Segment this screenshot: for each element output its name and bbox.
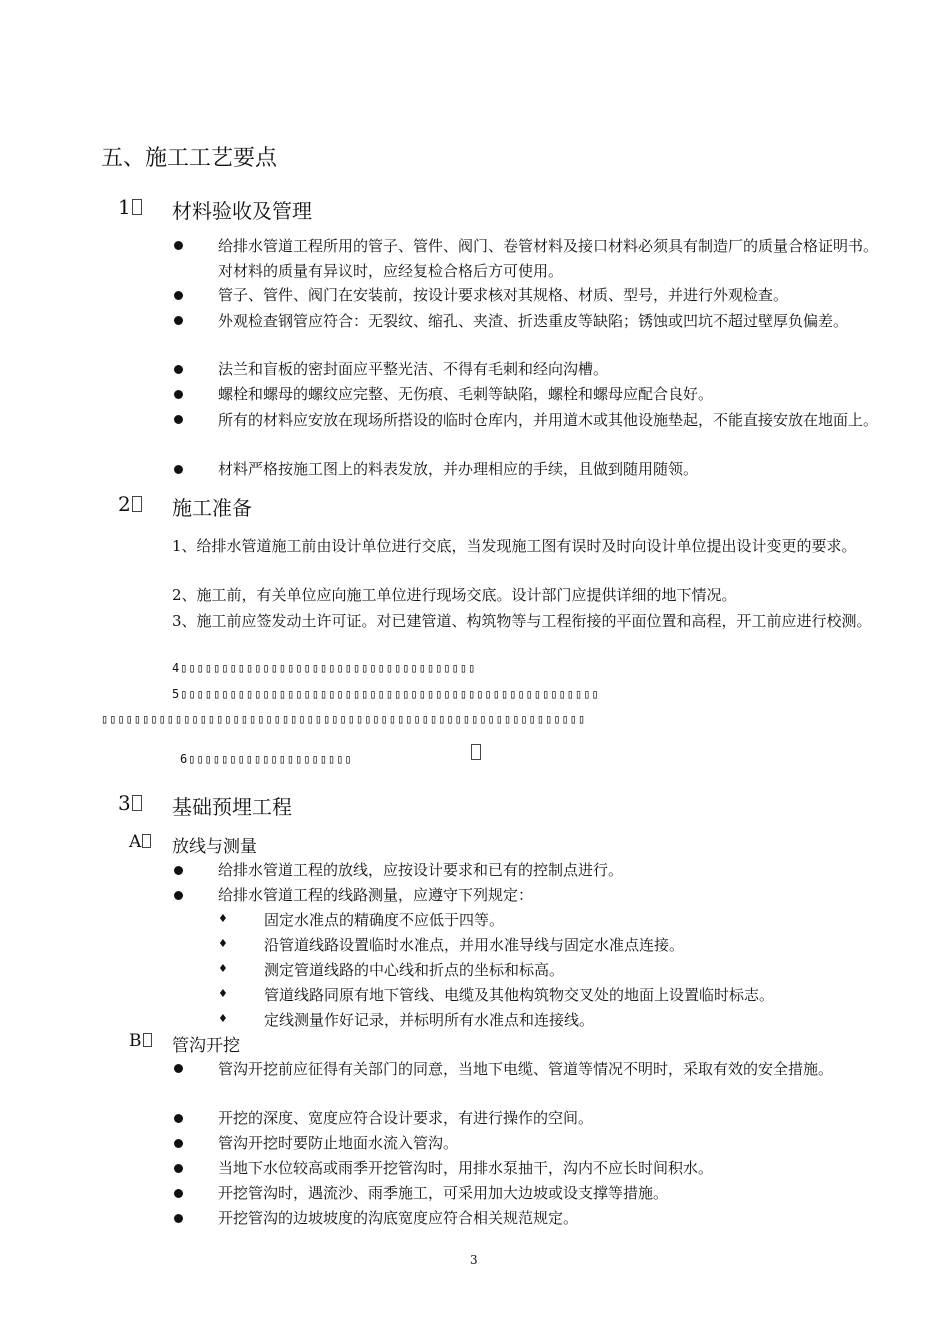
s3b-label: B [129, 1031, 152, 1051]
list-item: 开挖的深度、宽度应符合设计要求，有进行操作的空间。 [218, 1109, 594, 1127]
s3a-label: A [129, 832, 151, 852]
list-item: 给排水管道工程的放线，应按设计要求和已有的控制点进行。 [218, 861, 624, 879]
bullet-icon [174, 291, 183, 300]
bullet-icon [174, 1164, 183, 1173]
s2-paragraph-6-garbled: 6▯▯▯▯▯▯▯▯▯▯▯▯▯▯▯▯▯▯▯▯ [180, 752, 353, 766]
list-item: 开挖管沟的边坡坡度的沟底宽度应符合相关规范规定。 [218, 1209, 579, 1227]
sub-list-item: 管道线路同原有地下管线、电缆及其他构筑物交叉处的地面上设置临时标志。 [264, 986, 775, 1004]
bullet-icon [174, 390, 183, 399]
bullet-icon [174, 316, 183, 325]
s1-number: 1 [118, 195, 142, 219]
section-title: 五、施工工艺要点 [101, 146, 278, 171]
sub-list-item: 固定水准点的精确度不应低于四等。 [264, 911, 505, 929]
bullet-icon [174, 866, 183, 875]
bullet-icon [174, 1114, 183, 1123]
s3-title: 基础预埋工程 [172, 795, 292, 819]
s3b-title: 管沟开挖 [172, 1036, 240, 1056]
missing-glyph-box [471, 744, 481, 760]
bullet-icon [174, 891, 183, 900]
diamond-bullet-icon: ♦ [218, 1012, 228, 1025]
list-item: 给排水管道工程所用的管子、管件、阀门、卷管材料及接口材料必须具有制造厂的质量合格证明书。对材料的质量有异议时，应经复检合格后方可使用。 [218, 237, 879, 280]
bullet-icon [174, 1214, 183, 1223]
list-item: 螺栓和螺母的螺纹应完整、无伤痕、毛刺等缺陷，螺栓和螺母应配合良好。 [218, 385, 714, 403]
s2-paragraph-4-garbled: 4▯▯▯▯▯▯▯▯▯▯▯▯▯▯▯▯▯▯▯▯▯▯▯▯▯▯▯▯▯▯▯▯▯▯▯▯ [172, 661, 477, 675]
list-item: 管子、管件、阀门在安装前，按设计要求核对其规格、材质、型号，并进行外观检查。 [218, 286, 789, 304]
list-item: 法兰和盲板的密封面应平整光洁、不得有毛刺和经向沟槽。 [218, 360, 609, 378]
s1-title: 材料验收及管理 [172, 199, 312, 223]
s3-number: 3 [118, 791, 142, 815]
s2-paragraph-1: 1、给排水管道施工前由设计单位进行交底，当发现施工图有误时及时向设计单位提出设计变更的要求。 [172, 537, 857, 555]
diamond-bullet-icon: ♦ [218, 987, 228, 1000]
diamond-bullet-icon: ♦ [218, 912, 228, 925]
bullet-icon [174, 241, 183, 250]
list-item: 开挖管沟时，遇流沙、雨季施工，可采用加大边坡或设支撑等措施。 [218, 1184, 669, 1202]
list-item: 所有的材料应安放在现场所搭设的临时仓库内，并用道木或其他设施垫起，不能直接安放在地面上。 [218, 411, 879, 429]
list-item: 当地下水位较高或雨季开挖管沟时，用排水泵抽干，沟内不应长时间积水。 [218, 1159, 714, 1177]
list-item: 材料严格按施工图上的料表发放，并办理相应的手续，且做到随用随领。 [218, 460, 699, 478]
sub-list-item: 定线测量作好记录，并标明所有水准点和连接线。 [264, 1011, 595, 1029]
diamond-bullet-icon: ♦ [218, 937, 228, 950]
sub-list-item: 测定管道线路的中心线和折点的坐标和标高。 [264, 961, 565, 979]
s3a-title: 放线与测量 [172, 837, 257, 857]
bullet-icon [174, 1139, 183, 1148]
s2-paragraph-3: 3、施工前应签发动土许可证。对已建管道、构筑物等与工程衔接的平面位置和高程，开工前应进行校测。 [172, 612, 872, 630]
s2-paragraph-5-cont-garbled: ▯▯▯▯▯▯▯▯▯▯▯▯▯▯▯▯▯▯▯▯▯▯▯▯▯▯▯▯▯▯▯▯▯▯▯▯▯▯▯▯▯▯▯▯▯▯▯▯▯▯▯▯▯▯▯▯▯▯▯ [101, 712, 587, 726]
list-item: 给排水管道工程的线路测量，应遵守下列规定： [218, 886, 534, 904]
bullet-icon [174, 1189, 183, 1198]
list-item: 管沟开挖前应征得有关部门的同意，当地下电缆、管道等情况不明时，采取有效的安全措施。 [218, 1060, 834, 1078]
bullet-icon [174, 465, 183, 474]
sub-list-item: 沿管道线路设置临时水准点，并用水准导线与固定水准点连接。 [264, 936, 685, 954]
bullet-icon [174, 415, 183, 424]
bullet-icon [174, 1064, 183, 1073]
s2-paragraph-2: 2、施工前，有关单位应向施工单位进行现场交底。设计部门应提供详细的地下情况。 [172, 586, 737, 604]
bullet-icon [174, 365, 183, 374]
diamond-bullet-icon: ♦ [218, 962, 228, 975]
list-item: 外观检查钢管应符合：无裂纹、缩孔、夹渣、折迭重皮等缺陷；锈蚀或凹坑不超过壁厚负偏差。 [218, 312, 849, 330]
s2-paragraph-5-garbled: 5▯▯▯▯▯▯▯▯▯▯▯▯▯▯▯▯▯▯▯▯▯▯▯▯▯▯▯▯▯▯▯▯▯▯▯▯▯▯▯▯▯▯▯▯▯▯▯▯▯▯▯ [172, 687, 600, 701]
s2-title: 施工准备 [172, 496, 252, 520]
list-item: 管沟开挖时要防止地面水流入管沟。 [218, 1134, 459, 1152]
s2-number: 2 [118, 492, 142, 516]
page-number: 3 [470, 1253, 478, 1267]
